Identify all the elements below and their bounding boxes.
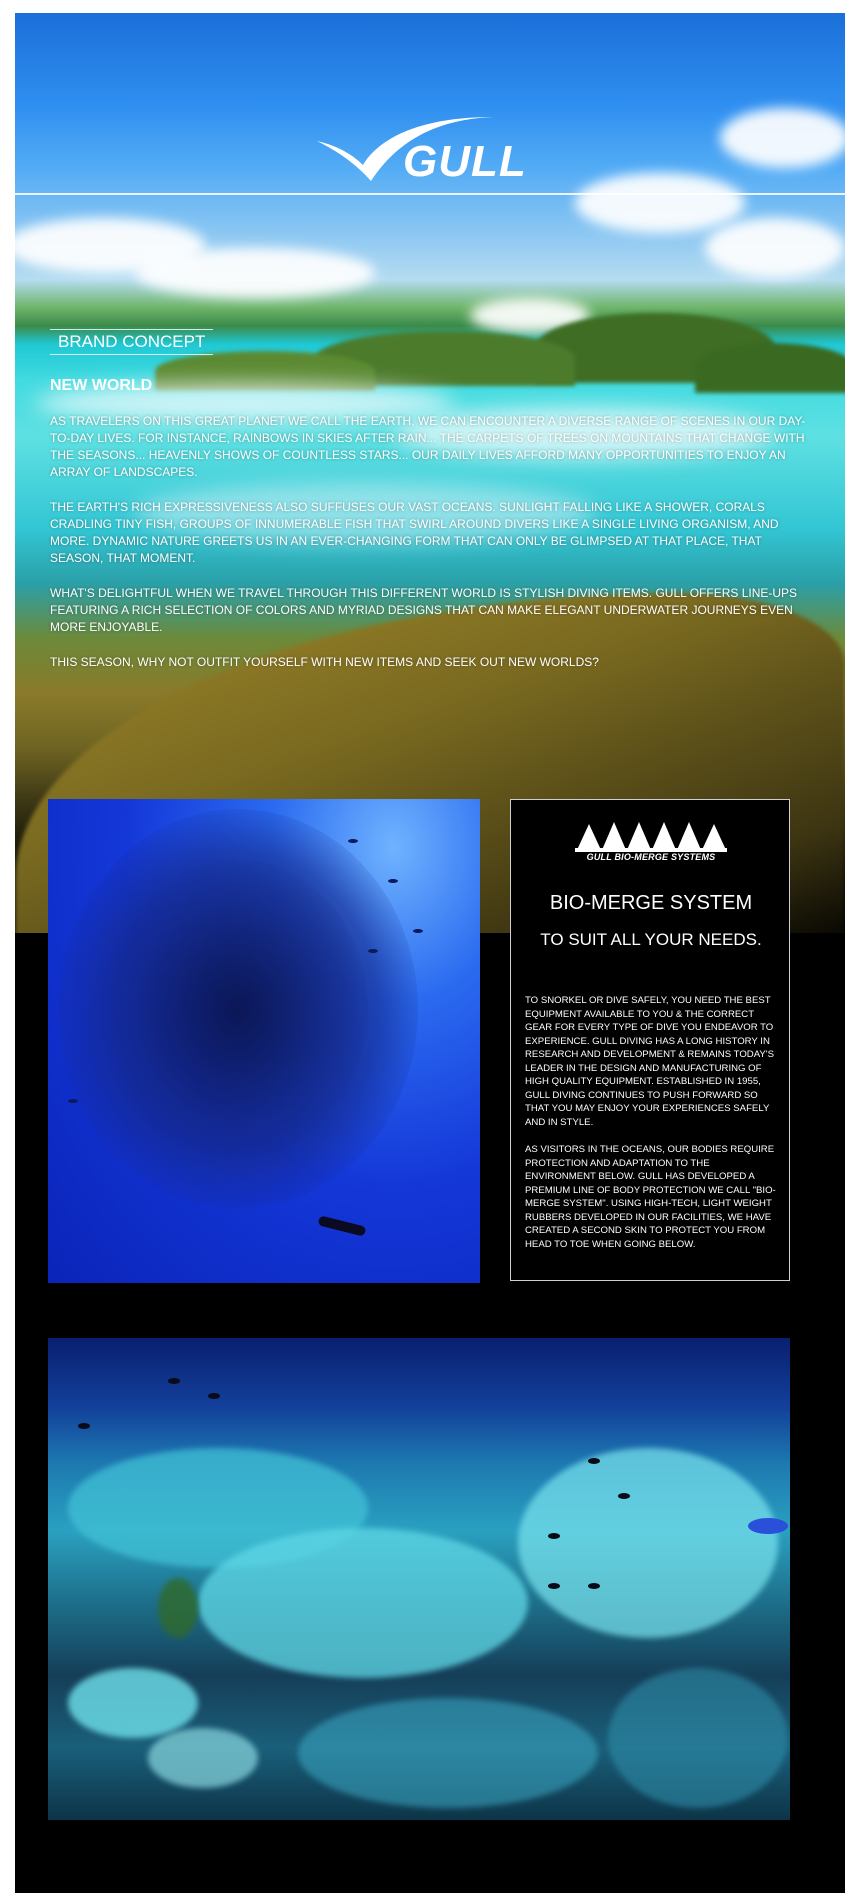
hero-title: NEW WORLD (50, 377, 153, 394)
cloud-decoration (720, 108, 845, 168)
cloud-decoration (705, 218, 845, 278)
fish-decoration (588, 1583, 600, 1589)
fish-decoration (388, 879, 398, 883)
fish-decoration (548, 1583, 560, 1589)
diver-decoration (318, 1215, 367, 1236)
cloud-decoration (575, 173, 745, 233)
fish-decoration (68, 1099, 78, 1103)
fish-decoration (588, 1458, 600, 1464)
bio-merge-copy (525, 994, 779, 1265)
coral-decoration (148, 1728, 258, 1788)
fish-school-decoration (108, 859, 368, 1159)
coral-reef-photo (48, 1338, 790, 1820)
bio-paragraph: AS VISITORS IN THE OCEANS, OUR BODIES REQUIRE PROTECTION AND ADAPTATION TO THE ENVIRONMENT BELOW. GULL HAS DEVELOPED A PREMIUM LINE OF BODY PROTECTION WE CALL "BIO-MERGE SYSTEM". USING HIGH-TECH, LIGHT WEIGHT RUBBERS DEVELOPED IN OUR FACILITIES, WE HAVE CREATED A SECOND SKIN TO PROTECT YOU FROM HEAD TO TOE WHEN GOING BELOW. (525, 1144, 776, 1250)
triangle-row-icon (575, 818, 727, 852)
fish-decoration (348, 839, 358, 843)
coral-decoration (158, 1578, 198, 1638)
page (15, 13, 845, 1893)
header-divider (15, 193, 845, 195)
bio-merge-logo (575, 818, 727, 862)
mountain-decoration (695, 343, 845, 393)
coral-decoration (198, 1528, 528, 1678)
hero-paragraph: THIS SEASON, WHY NOT OUTFIT YOURSELF WITH NEW ITEMS AND SEEK OUT NEW WORLDS? (50, 655, 599, 669)
bio-merge-logo-text: GULL BIO-MERGE SYSTEMS (586, 852, 716, 862)
bio-merge-subtitle: TO SUIT ALL YOUR NEEDS. (540, 930, 762, 949)
fish-decoration (168, 1378, 180, 1384)
fish-decoration (618, 1493, 630, 1499)
fish-decoration (368, 949, 378, 953)
brand-logo[interactable] (315, 101, 545, 193)
hero-paragraph: WHAT'S DELIGHTFUL WHEN WE TRAVEL THROUGH THIS DIFFERENT WORLD IS STYLISH DIVING ITEMS. GULL OFFERS LINE-UPS FEATURING A RICH SELECTION OF COLORS AND MYRIAD DESIGNS THAT CAN MAKE ELEGANT UNDERWATER JOURNEYS EVEN MORE ENJOYABLE. (50, 586, 798, 634)
fish-school-photo (48, 799, 480, 1283)
coral-decoration (518, 1448, 778, 1638)
fish-decoration (78, 1423, 90, 1429)
coral-decoration (298, 1698, 598, 1808)
hero-paragraph: AS TRAVELERS ON THIS GREAT PLANET WE CALL THE EARTH, WE CAN ENCOUNTER A DIVERSE RANGE OF SCENES IN OUR DAY-TO-DAY LIVES. FOR INSTANCE, RAINBOWS IN SKIES AFTER RAIN... THE CARPETS OF TREES ON MOUNTAINS THAT CHANGE WITH THE SEASONS... HEAVENLY SHOWS OF COUNTLESS STARS... OUR DAILY LIVES AFFORD MANY OPPORTUNITIES TO ENJOY AN ARRAY OF LANDSCAPES. (50, 414, 806, 479)
hero-copy (50, 413, 810, 689)
fish-decoration (548, 1533, 560, 1539)
fish-decoration (413, 929, 423, 933)
brand-logo-text: GULL (403, 137, 527, 186)
cloud-decoration (135, 248, 375, 298)
coral-decoration (608, 1668, 788, 1808)
fish-decoration (208, 1393, 220, 1399)
bio-paragraph: TO SNORKEL OR DIVE SAFELY, YOU NEED THE BEST EQUIPMENT AVAILABLE TO YOU & THE CORRECT GEAR FOR EVERY TYPE OF DIVE YOU ENDEAVOR TO EXPERIENCE. GULL DIVING HAS A LONG HISTORY IN RESEARCH AND DEVELOPMENT & REMAINS TODAY'S LEADER IN THE DESIGN AND MANUFACTURING OF HIGH QUALITY EQUIPMENT. ESTABLISHED IN 1955, GULL DIVING CONTINUES TO PUSH FORWARD SO THAT YOU MAY ENJOY YOUR EXPERIENCES SAFELY AND IN STYLE. (525, 995, 775, 1128)
hero-paragraph: THE EARTH'S RICH EXPRESSIVENESS ALSO SUFFUSES OUR VAST OCEANS. SUNLIGHT FALLING LIKE A SHOWER, CORALS CRADLING TINY FISH, GROUPS OF INNUMERABLE FISH THAT SWIRL AROUND DIVERS LIKE A SINGLE LIVING ORGANISM, AND MORE. DYNAMIC NATURE GREETS US IN AN EVER-CHANGING FORM THAT CAN ONLY BE GLIMPSED AT THAT PLACE, THAT SEASON, THAT MOMENT. (50, 500, 779, 565)
bio-merge-title: BIO-MERGE SYSTEM (549, 892, 753, 914)
fish-decoration (748, 1518, 788, 1534)
coral-decoration (68, 1668, 198, 1738)
hero-banner (15, 13, 845, 933)
section-label: BRAND CONCEPT (50, 329, 213, 355)
bio-merge-panel (510, 799, 790, 1281)
